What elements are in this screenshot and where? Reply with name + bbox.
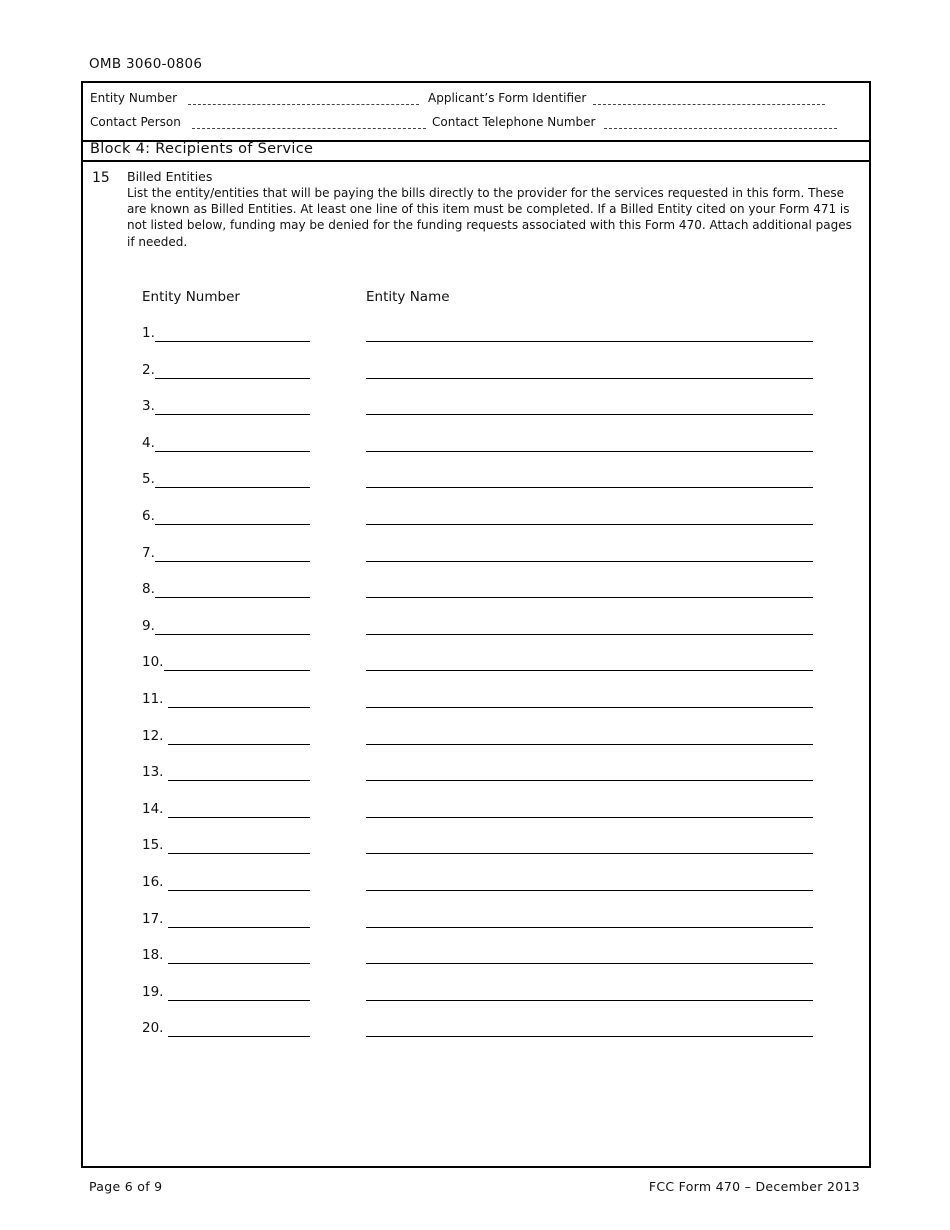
contact-person-field[interactable]: [192, 128, 426, 129]
entity-number-input[interactable]: [168, 744, 310, 745]
entity-number-input[interactable]: [155, 597, 310, 598]
contact-person-label: Contact Person: [90, 115, 181, 129]
entity-name-input[interactable]: [366, 561, 813, 562]
column-header-entity-name: Entity Name: [366, 289, 450, 305]
row-number: 15.: [142, 837, 164, 854]
entity-name-input[interactable]: [366, 341, 813, 342]
row-number: 12.: [142, 727, 164, 744]
entity-number-input[interactable]: [168, 817, 310, 818]
row-number: 6.: [142, 508, 155, 524]
page-number: Page 6 of 9: [89, 1179, 163, 1194]
entity-name-input[interactable]: [366, 963, 813, 964]
entity-number-input[interactable]: [168, 1036, 310, 1037]
omb-number: OMB 3060-0806: [89, 56, 203, 72]
entity-name-input[interactable]: [366, 817, 813, 818]
entity-number-input[interactable]: [155, 378, 310, 379]
entity-number-input[interactable]: [155, 634, 310, 635]
row-number: 1.: [142, 325, 155, 341]
row-number: 14.: [142, 800, 164, 817]
entity-name-input[interactable]: [366, 890, 813, 891]
row-number: 4.: [142, 434, 155, 451]
entity-name-input[interactable]: [366, 487, 813, 488]
entity-number-input[interactable]: [168, 927, 310, 928]
entity-name-input[interactable]: [366, 597, 813, 598]
entity-name-input[interactable]: [366, 670, 813, 671]
entity-number-input[interactable]: [168, 707, 310, 708]
entity-name-input[interactable]: [366, 524, 813, 525]
row-number: 3.: [142, 398, 155, 415]
entity-name-input[interactable]: [366, 1036, 813, 1037]
entity-number-input[interactable]: [164, 670, 310, 671]
row-number: 10.: [142, 654, 164, 671]
row-number: 2.: [142, 361, 155, 378]
entity-name-input[interactable]: [366, 414, 813, 415]
entity-name-input[interactable]: [366, 451, 813, 452]
entity-number-input[interactable]: [155, 414, 310, 415]
row-number: 8.: [142, 581, 155, 598]
row-number: 18.: [142, 947, 164, 964]
row-number: 19.: [142, 983, 164, 1000]
form-identifier: FCC Form 470 – December 2013: [648, 1179, 860, 1194]
entity-number-label: Entity Number: [90, 91, 178, 105]
entity-number-input[interactable]: [168, 780, 310, 781]
item-number: 15: [92, 170, 110, 186]
applicant-form-identifier-label: Applicant’s Form Identifier: [428, 91, 587, 105]
item-description: List the entity/entities that will be paying the bills directly to the provider for the services requested in this form. These are known as Billed Entities. At least one line of this item must be completed. If a Billed Entity cited on your Form 471 is not listed below, funding may be denied for the funding requests associated with this Form 470. Attach additional pages if needed.: [127, 186, 852, 249]
contact-telephone-label: Contact Telephone Number: [432, 115, 596, 129]
row-number: 20.: [142, 1020, 164, 1037]
contact-telephone-field[interactable]: [604, 128, 837, 129]
entity-name-input[interactable]: [366, 780, 813, 781]
entity-number-input[interactable]: [168, 853, 310, 854]
entity-name-input[interactable]: [366, 707, 813, 708]
entity-name-input[interactable]: [366, 378, 813, 379]
entity-number-input[interactable]: [168, 1000, 310, 1001]
entity-number-input[interactable]: [155, 341, 310, 342]
column-header-entity-number: Entity Number: [142, 289, 240, 305]
row-number: 9.: [142, 617, 155, 634]
entity-name-input[interactable]: [366, 1000, 813, 1001]
entity-number-input[interactable]: [168, 963, 310, 964]
block-title: Block 4: Recipients of Service: [90, 141, 314, 157]
entity-number-input[interactable]: [155, 487, 310, 488]
item-title: Billed Entities: [127, 169, 213, 184]
entity-name-input[interactable]: [366, 744, 813, 745]
applicant-form-identifier-field[interactable]: [593, 104, 825, 105]
entity-number-input[interactable]: [155, 451, 310, 452]
entity-number-field[interactable]: [188, 104, 419, 105]
row-number: 11.: [142, 691, 164, 707]
entity-number-input[interactable]: [168, 890, 310, 891]
entity-name-input[interactable]: [366, 927, 813, 928]
row-number: 13.: [142, 764, 164, 781]
entity-name-input[interactable]: [366, 853, 813, 854]
row-number: 7.: [142, 544, 155, 561]
row-number: 17.: [142, 910, 164, 927]
entity-number-input[interactable]: [155, 561, 310, 562]
entity-number-input[interactable]: [155, 524, 310, 525]
row-number: 16.: [142, 874, 164, 890]
entity-name-input[interactable]: [366, 634, 813, 635]
divider: [83, 160, 869, 162]
row-number: 5.: [142, 471, 155, 488]
